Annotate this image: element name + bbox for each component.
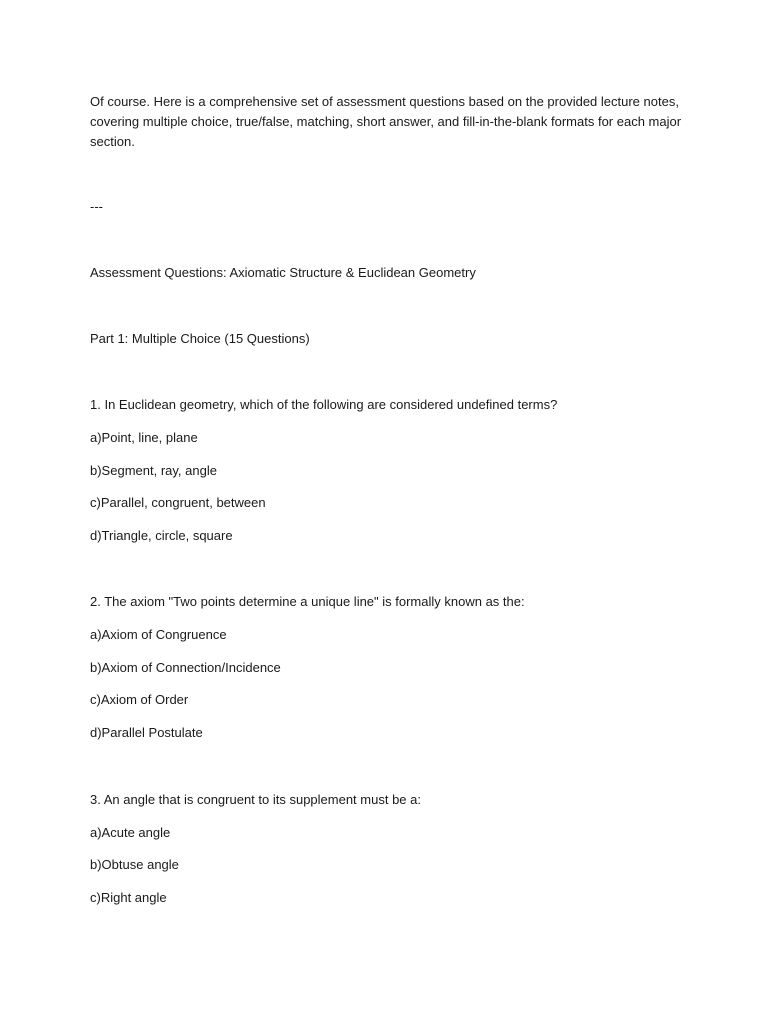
answer-option: b)Segment, ray, angle xyxy=(90,463,217,478)
question-stem: 3. An angle that is congruent to its supplement must be a: xyxy=(90,792,421,807)
answer-option: a)Point, line, plane xyxy=(90,430,198,445)
answer-option: c)Axiom of Order xyxy=(90,692,189,707)
answer-option: c)Right angle xyxy=(90,890,167,905)
intro-paragraph xyxy=(90,92,690,152)
answer-option: d)Parallel Postulate xyxy=(90,725,203,740)
intro-line: section. xyxy=(90,134,135,149)
intro-line: covering multiple choice, true/false, matching, short answer, and fill-in-the-blank formats for each major xyxy=(90,114,682,129)
question-stem: 2. The axiom "Two points determine a unique line" is formally known as the: xyxy=(90,594,525,609)
answer-option: a)Axiom of Congruence xyxy=(90,627,227,642)
answer-option: b)Obtuse angle xyxy=(90,857,179,872)
intro-line: Of course. Here is a comprehensive set of assessment questions based on the provided lecture notes, xyxy=(90,94,679,109)
answer-option: b)Axiom of Connection/Incidence xyxy=(90,660,281,675)
answer-option: a)Acute angle xyxy=(90,825,171,840)
answer-option: c)Parallel, congruent, between xyxy=(90,495,266,510)
part-heading: Part 1: Multiple Choice (15 Questions) xyxy=(90,331,310,346)
question-stem: 1. In Euclidean geometry, which of the following are considered undefined terms? xyxy=(90,397,558,412)
answer-option: d)Triangle, circle, square xyxy=(90,528,233,543)
separator: --- xyxy=(90,199,103,214)
document-title: Assessment Questions: Axiomatic Structure & Euclidean Geometry xyxy=(90,265,476,280)
